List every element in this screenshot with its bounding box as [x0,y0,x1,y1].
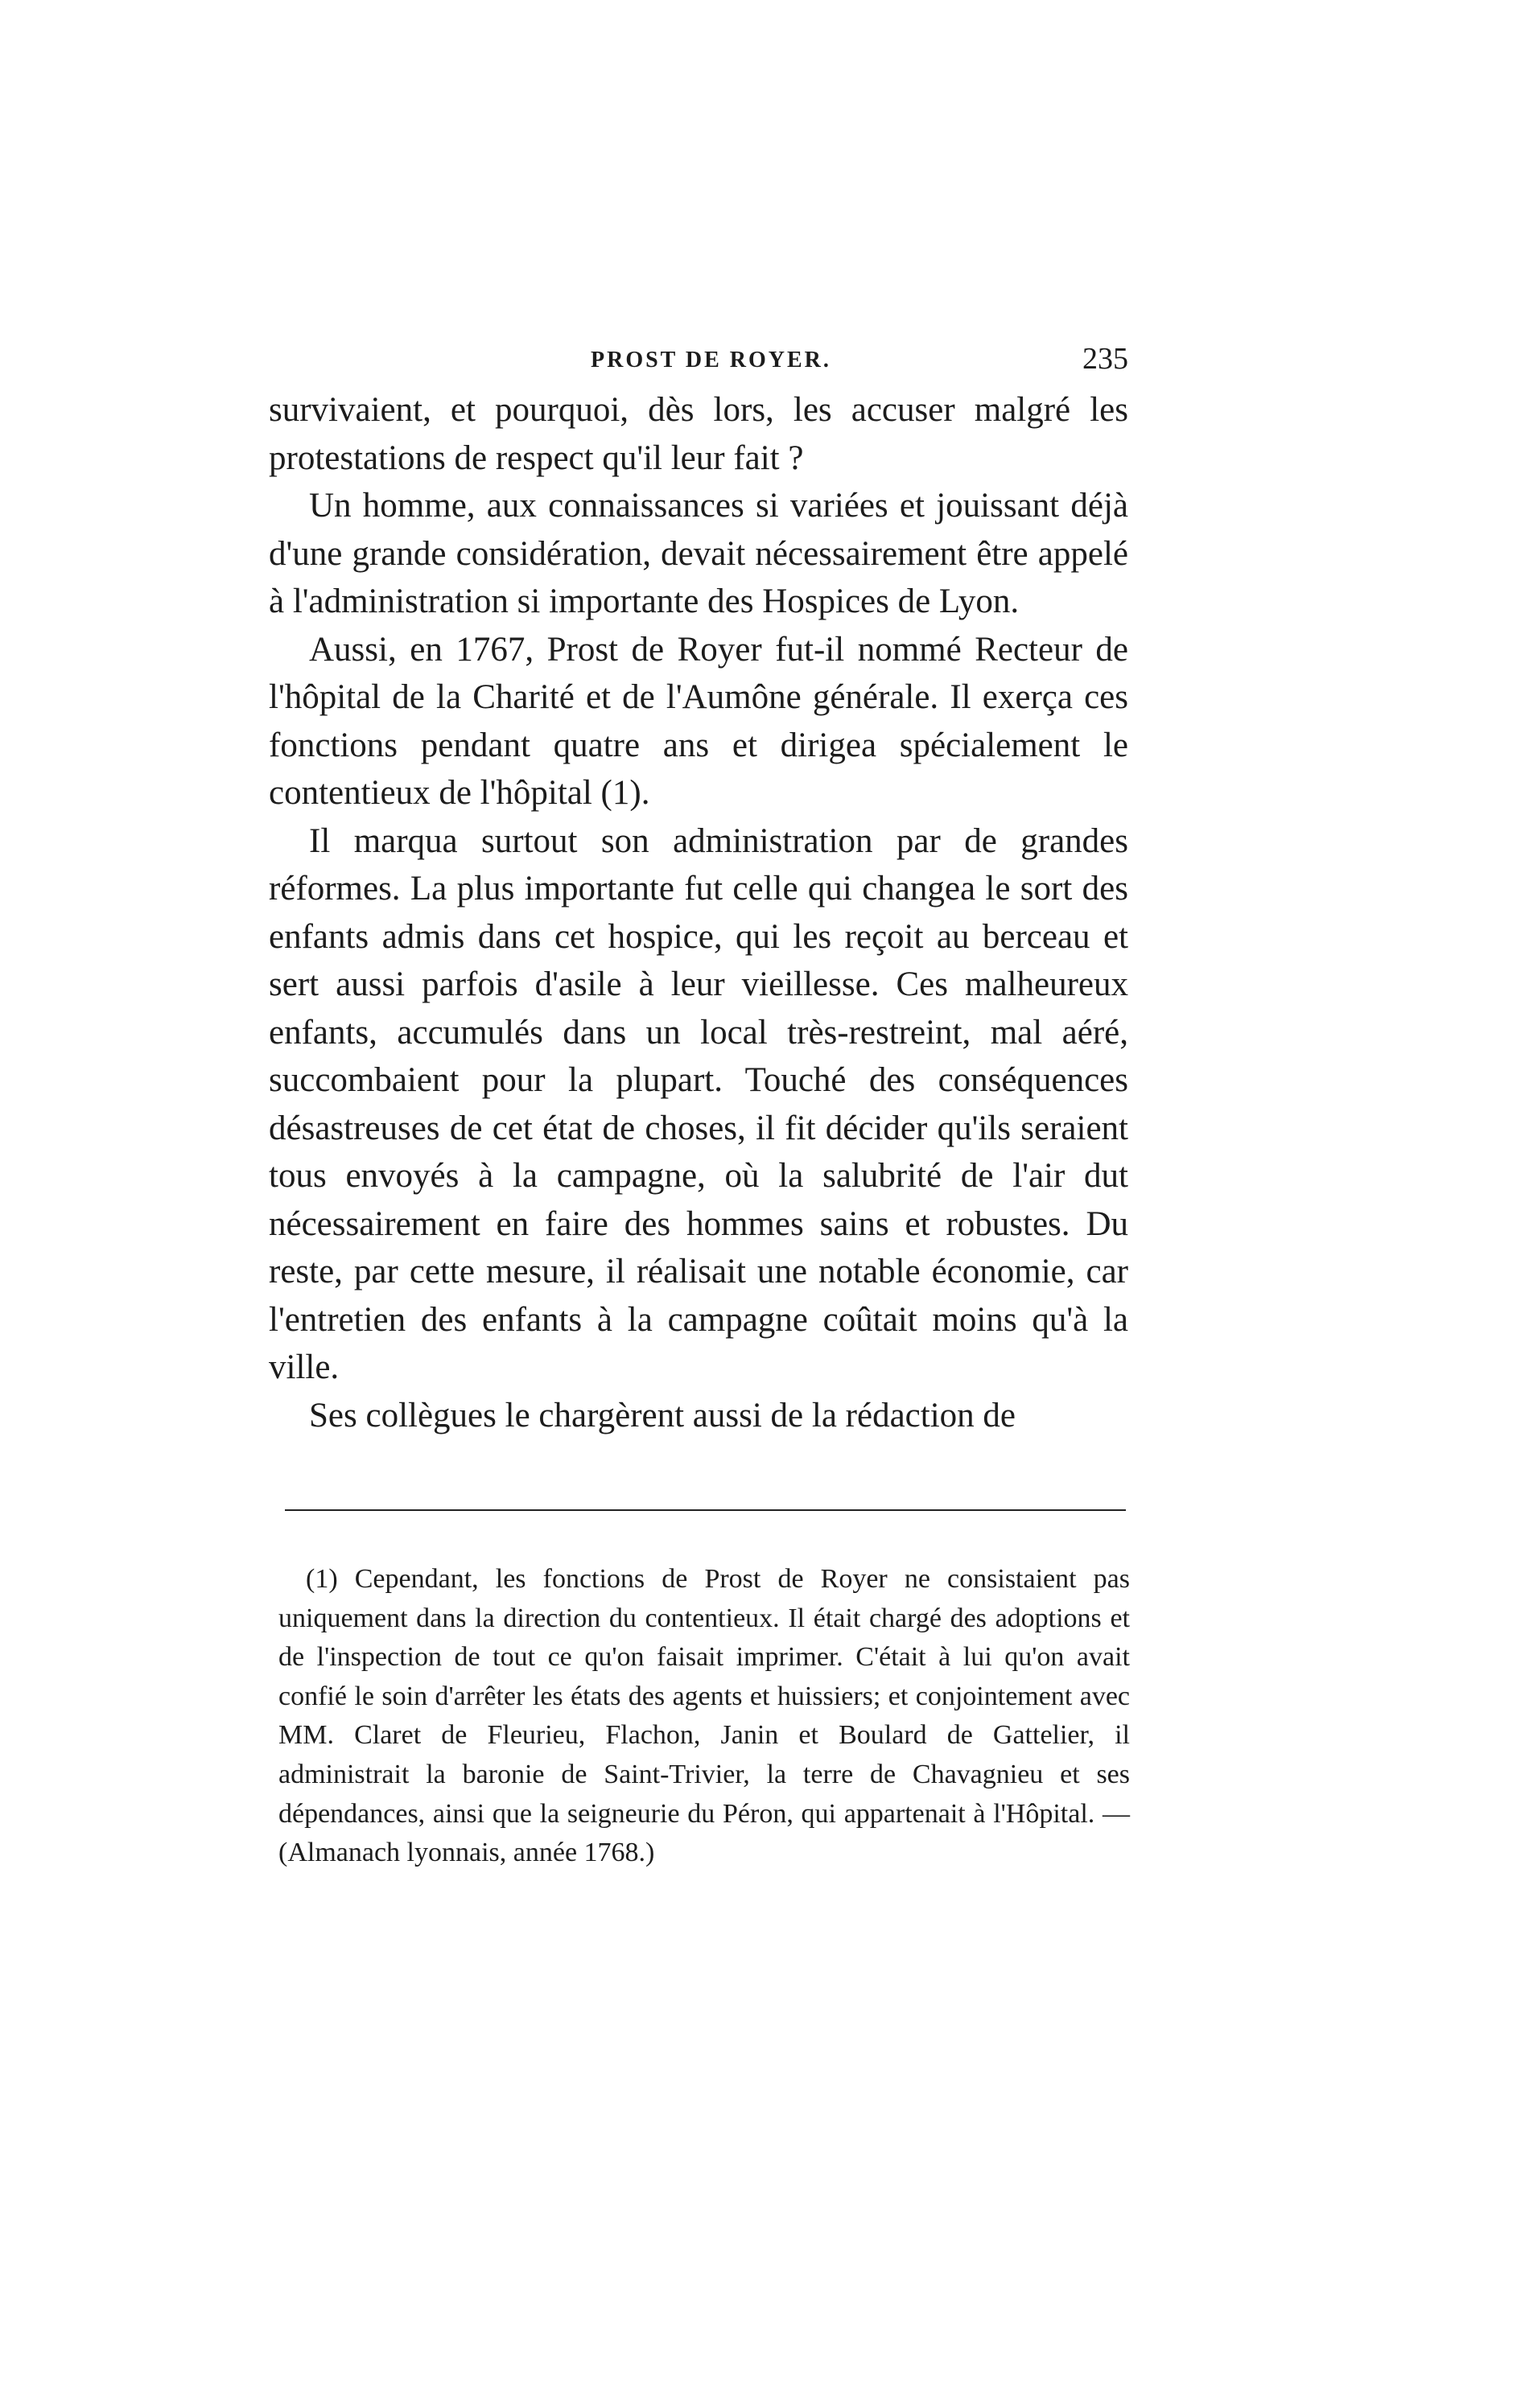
paragraph: survivaient, et pourquoi, dès lors, les accuser malgré les protestations de respect qu'il leur fait ? [269,391,1128,477]
paragraph: Un homme, aux connaissances si variées et jouissant déjà d'une grande considération, devait nécessairement être appelé à l'administration si importante des Hospices de Lyon. [269,487,1128,620]
page-number: 235 [1082,342,1128,376]
footnotes [278,1560,1130,1873]
footnote: (1) Cependant, les fonctions de Prost de Royer ne consistaient pas uniquement dans la direction du contentieux. Il était chargé des adoptions et de l'inspection de tout ce qu'on faisait imprimer. C'était à lui qu'on avait confié le soin d'arrêter les états des agents et huissiers; et conjointement avec MM. Claret de Fleurieu, Flachon, Janin et Boulard de Gattelier, il administrait la baronie de Saint-Trivier, la terre de Chavagnieu et ses dépendances, ainsi que la seigneurie du Péron, qui appartenait à l'Hôpital. — (Almanach lyonnais, année 1768.) [278,1564,1130,1868]
paragraph: Ses collègues le chargèrent aussi de la rédaction de [309,1396,1016,1435]
paragraph: Aussi, en 1767, Prost de Royer fut-il nommé Recteur de l'hôpital de la Charité et de l'Aumône générale. Il exerça ces fonctions pendant quatre ans et dirigea spécialement le contentieux de l'hôpital (1). [269,630,1128,812]
footnote-divider [285,1509,1126,1511]
running-title: PROST DE ROYER. [591,348,831,373]
running-head [269,341,1128,381]
main-text [269,386,1128,1439]
paragraph: Il marqua surtout son administration par de grandes réformes. La plus importante fut celle qui changea le sort des enfants admis dans cet hospice, qui les reçoit au berceau et sert aussi parfois d'asile à leur vieillesse. Ces malheureux enfants, accumulés dans un local très-restreint, mal aéré, succombaient pour la plupart. Touché des conséquences désastreuses de cet état de choses, il fit décider qu'ils seraient tous envoyés à la campagne, où la salubrité de l'air dut nécessairement en faire des hommes sains et robustes. Du reste, par cette mesure, il réalisait une notable économie, car l'entretien des enfants à la campagne coûtait moins qu'à la ville. [269,821,1128,1386]
